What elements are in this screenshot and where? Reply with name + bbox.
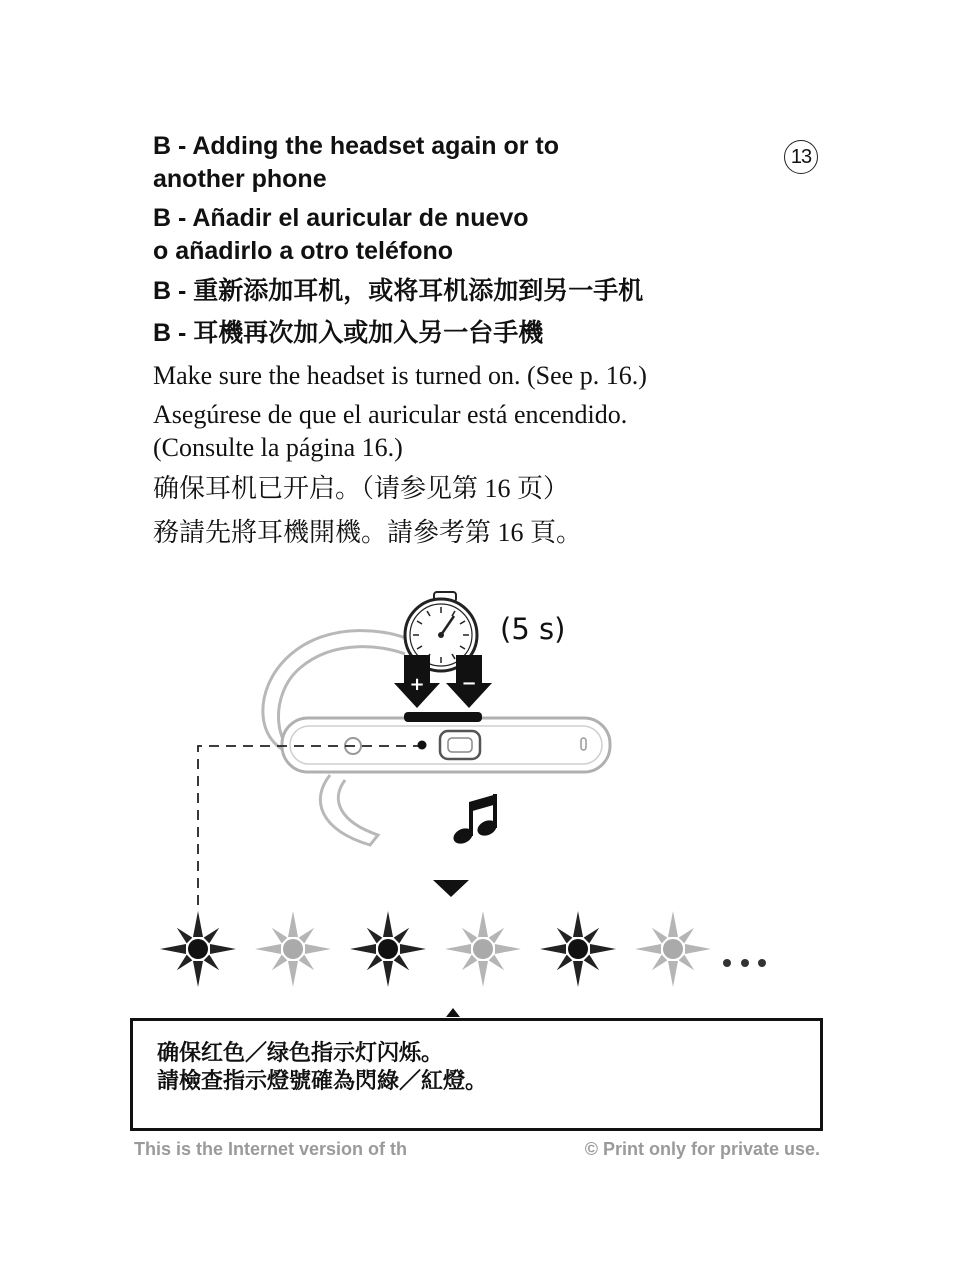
- footer-notice-left: This is the Internet version of th: [134, 1139, 408, 1159]
- led-dark: [540, 911, 616, 987]
- heading-spanish: [153, 202, 529, 268]
- plus-label: +: [409, 674, 425, 695]
- note-line-simplified: 确保红色／绿色指示灯闪烁。: [157, 1040, 444, 1066]
- music-note-icon: [451, 794, 499, 847]
- instruction-spanish: [153, 398, 627, 464]
- headset-body: [282, 712, 610, 772]
- down-arrow-icon: [433, 880, 469, 897]
- led-dark: [160, 911, 236, 987]
- instruction-chinese-traditional: 務請先將耳機開機。請參考第 16 頁。: [153, 518, 583, 547]
- instruction-english: Make sure the headset is turned on. (See p. 16.): [153, 361, 647, 390]
- instruction-chinese-simplified: 确保耳机已开启。（请参见第 16 页）: [153, 474, 570, 503]
- call-button: [440, 731, 480, 759]
- ellipsis-icon: [723, 959, 766, 967]
- headset-pairing-illustration: [0, 580, 954, 1020]
- note-line-traditional: 請檢查指示燈號確為閃綠／紅燈。: [157, 1068, 488, 1094]
- minus-label: −: [461, 673, 477, 694]
- note-box: [130, 1018, 823, 1131]
- heading-chinese-simplified: B - 重新添加耳机，或将耳机添加到另一手机: [153, 277, 644, 305]
- led-dark: [350, 911, 426, 987]
- indicator-light: [418, 741, 427, 750]
- heading-spanish-line1: B - Añadir el auricular de nuevo: [153, 204, 529, 232]
- led-light: [445, 911, 521, 987]
- led-light: [255, 911, 331, 987]
- footer-notice-right: © Print only for private use.: [584, 1139, 820, 1159]
- instruction-spanish-line2: (Consulte la página 16.): [153, 433, 403, 462]
- up-arrow-icon: [446, 1008, 460, 1017]
- page-number: 13: [784, 140, 818, 174]
- volume-buttons: [404, 712, 482, 722]
- heading-english-line1: B - Adding the headset again or to: [153, 132, 560, 160]
- duration-label: (5 s): [500, 612, 566, 646]
- heading-english: [153, 130, 559, 196]
- led-light: [635, 911, 711, 987]
- heading-english-line2: another phone: [153, 165, 327, 193]
- led-flash-sequence: [160, 911, 711, 987]
- heading-spanish-line2: o añadirlo a otro teléfono: [153, 237, 454, 265]
- instruction-spanish-line1: Asegúrese de que el auricular está encendido.: [153, 400, 628, 429]
- heading-chinese-traditional: B - 耳機再次加入或加入另一台手機: [153, 319, 544, 347]
